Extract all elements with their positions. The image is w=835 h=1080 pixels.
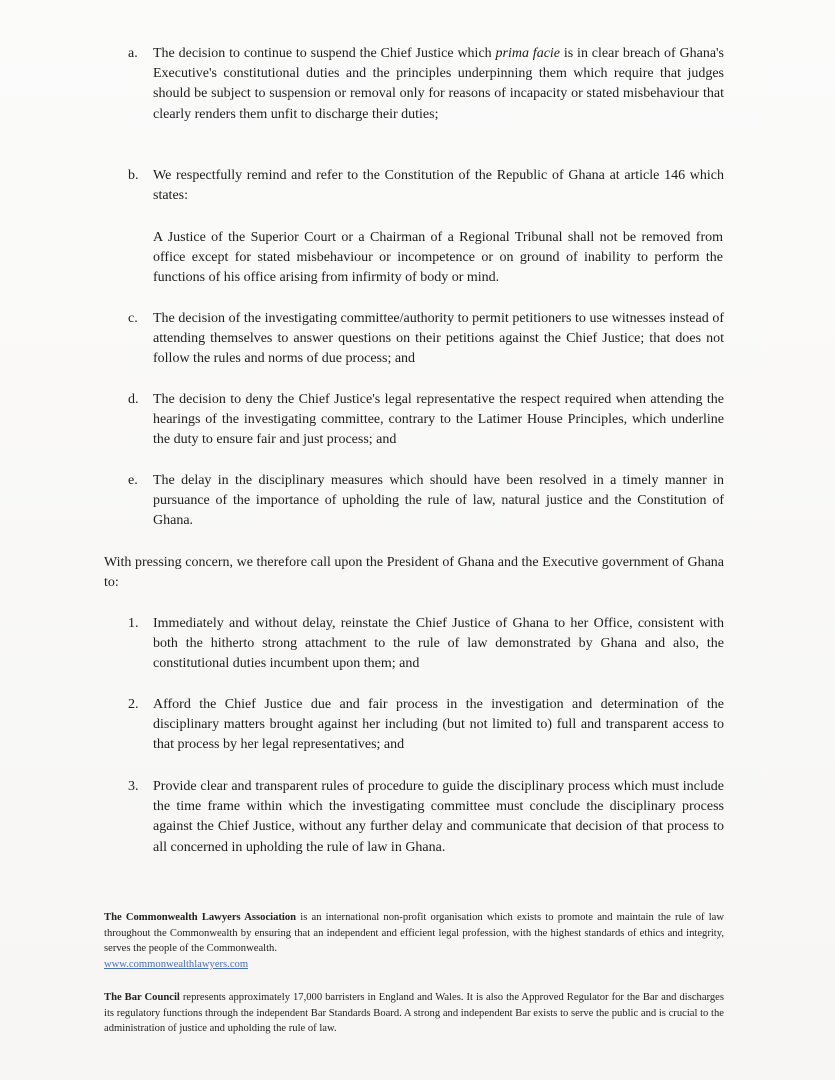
list-marker: 1. xyxy=(128,616,139,631)
list-marker: 2. xyxy=(128,697,139,712)
list-item-text: The decision of the investigating committee/authority to permit petitioners to use witnesses instead of attending themselves to answer questions on their petitions against the Chief Justice; that does not follow the rules and norms of due process; and xyxy=(153,311,724,367)
list-marker: e. xyxy=(128,473,138,488)
website-link[interactable]: www.commonwealthlawyers.com xyxy=(104,958,249,970)
list-item-text: The decision to deny the Chief Justice's legal representative the respect required when attending the hearings of the investigating committee, contrary to the Latimer House Principles, which underline the duty to ensure fair and just process; and xyxy=(153,392,724,448)
list-item-text: Immediately and without delay, reinstate the Chief Justice of Ghana to her Office, consistent with both the hitherto strong attachment to the rule of law demonstrated by Ghana and also, the constitutional duties incumbent upon them; and xyxy=(153,616,724,672)
italic-phrase: prima facie xyxy=(495,46,561,61)
list-item-c xyxy=(128,309,724,370)
footnote-text: represents approximately 17,000 barristers in England and Wales. It is also the Approved Regulator for the Bar and discharges its regulatory functions through the independent Bar Standards Board. A strong and independent Bar exists to serve the public and is crucial to the administration of justice and upholding the rule of law. xyxy=(104,992,724,1035)
footnote-cla xyxy=(104,910,724,972)
list-item-a xyxy=(128,44,724,125)
list-item-text: Afford the Chief Justice due and fair process in the investigation and determination of the disciplinary matters brought against her including (but not limited to) full and transparent access to that process by her legal representatives; and xyxy=(153,697,724,753)
call-paragraph: With pressing concern, we therefore call upon the President of Ghana and the Executive government of Ghana to: xyxy=(104,555,724,591)
list-item-d xyxy=(128,390,724,451)
list-item-text: Provide clear and transparent rules of procedure to guide the disciplinary process which must include the time frame within which the investigating committee must conclude the disciplinary process against the Chief Justice, without any further delay and communicate that decision of that process to all concerned in upholding the rule of law in Ghana. xyxy=(153,779,724,855)
list-item-text: The delay in the disciplinary measures which should have been resolved in a timely manner in pursuance of the importance of upholding the rule of law, natural justice and the Constitution of Ghana. xyxy=(153,473,724,529)
org-name: The Commonwealth Lawyers Association xyxy=(104,912,297,923)
numbered-item-3 xyxy=(128,777,724,858)
list-marker: c. xyxy=(128,311,138,326)
list-item-text: The decision to continue to suspend the Chief Justice which prima facie is in clear breach of Ghana's Executive's constitutional duties and the principles underpinning them which require that judges should be subject to suspension or removal only for reasons of incapacity or stated misbehaviour that clearly renders them unfit to discharge their duties; xyxy=(153,46,725,122)
list-marker: d. xyxy=(128,392,139,407)
numbered-item-2 xyxy=(128,695,724,756)
footnote-text: is an international non-profit organisation which exists to promote and maintain the rule of law throughout the Commonwealth by ensuring that an independent and efficient legal profession, with the highest standards of ethics and integrity, serves the people of the Commonwealth. xyxy=(104,912,725,955)
numbered-item-1 xyxy=(128,614,724,675)
list-item-text: We respectfully remind and refer to the Constitution of the Republic of Ghana at article 146 which states: xyxy=(153,168,724,204)
footnote-bar-council xyxy=(104,990,724,1037)
constitution-quote: A Justice of the Superior Court or a Chairman of a Regional Tribunal shall not be removed from office except for stated misbehaviour or incompetence or on ground of inability to perform the functions of his office arising from infirmity of body or mind. xyxy=(153,230,723,286)
list-marker: b. xyxy=(128,168,139,183)
list-item-e xyxy=(128,471,724,532)
org-name: The Bar Council xyxy=(104,992,180,1003)
list-marker: a. xyxy=(128,46,138,61)
list-marker: 3. xyxy=(128,779,139,794)
list-item-b xyxy=(128,166,724,206)
